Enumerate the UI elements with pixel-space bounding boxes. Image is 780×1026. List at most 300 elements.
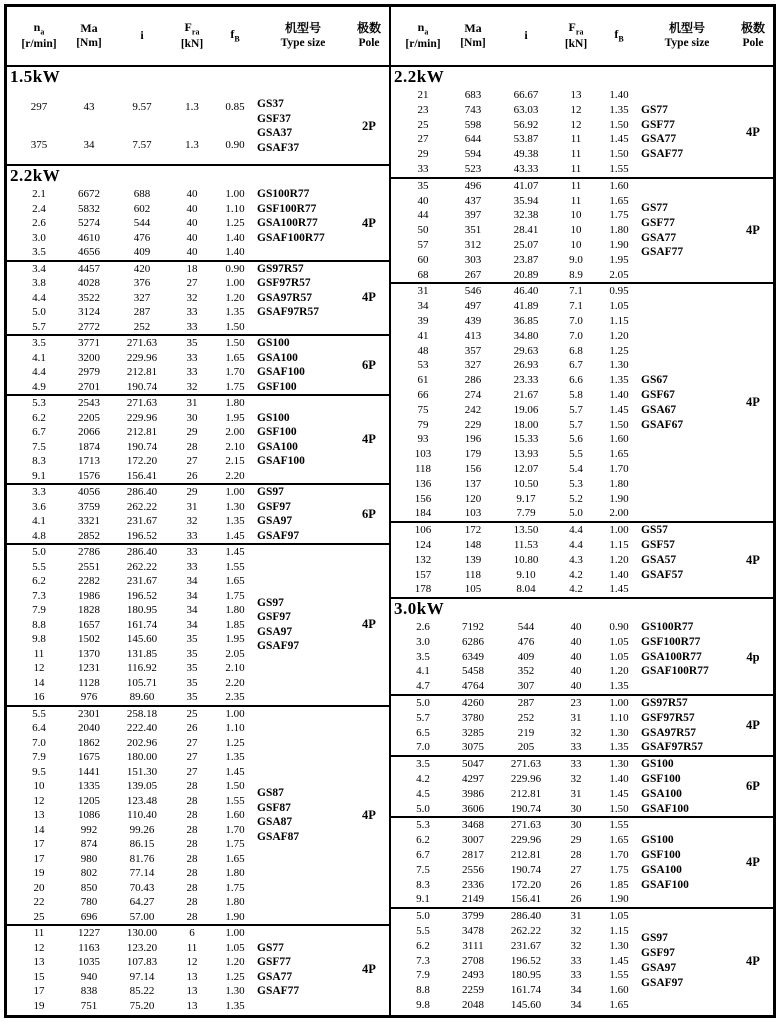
type-size-label: GSF97R57 (257, 277, 311, 289)
cell: 4764 (462, 680, 484, 693)
cell: 53.87 (513, 133, 539, 146)
cell: 258.18 (126, 707, 158, 720)
cell: 6.6 (569, 374, 583, 387)
cell: 5.0 (416, 802, 430, 815)
cell: 1.80 (225, 867, 245, 879)
cell: 40 (186, 188, 198, 200)
cell: 1713 (78, 455, 100, 467)
cell: 1.20 (609, 665, 629, 678)
type-size-label: GSAF97 (257, 529, 300, 542)
cell: 4297 (462, 773, 484, 786)
table-row (397, 740, 641, 755)
cell: 9.0 (569, 253, 583, 266)
cell: 33 (186, 529, 198, 542)
cell: 3.6 (32, 500, 46, 513)
cell: 35 (186, 662, 198, 674)
rows-area (391, 179, 641, 283)
cell: 1.55 (225, 794, 245, 807)
cell: 27 (186, 765, 198, 778)
cell: 644 (464, 133, 482, 146)
gear-block (7, 483, 389, 543)
header-cell (65, 21, 113, 52)
cell: 49.38 (513, 148, 539, 161)
cell: 2.1 (32, 188, 46, 200)
header-unit: [kN] (180, 38, 204, 51)
table-row (13, 823, 257, 838)
rows-area (391, 909, 641, 1013)
header-cell (497, 28, 555, 44)
cell: 9.17 (516, 492, 536, 505)
cell: 271.63 (126, 397, 158, 409)
cell: 1.40 (609, 89, 629, 101)
cell: 6.2 (416, 939, 430, 952)
header-unit: [r/min] (405, 38, 441, 51)
cell: 252 (133, 320, 151, 333)
type-size-column (257, 396, 349, 483)
cell: 57.00 (129, 910, 155, 923)
cell: 6672 (78, 188, 100, 200)
cell: 1.50 (609, 418, 629, 431)
cell: 6.7 (569, 359, 583, 372)
cell: 2772 (78, 320, 100, 333)
cell: 1.20 (609, 553, 629, 566)
table-row (397, 147, 641, 162)
pole-label: 4P (746, 855, 760, 870)
cell: 267 (464, 268, 482, 281)
cell: 145.60 (510, 999, 542, 1012)
cell: 1.10 (225, 202, 245, 215)
cell: 2.4 (32, 202, 46, 215)
cell: 1335 (78, 780, 100, 792)
table-row (13, 721, 257, 736)
type-size-label: GS77 (257, 941, 284, 954)
table-row (13, 411, 257, 426)
cell: 28 (186, 823, 198, 836)
cell: 496 (464, 179, 482, 192)
cell: 103 (414, 448, 432, 461)
table-row (397, 924, 641, 939)
type-size-column (641, 179, 733, 283)
cell: 12 (186, 956, 198, 968)
type-size-label: GS100R77 (641, 621, 694, 634)
cell: 3522 (78, 291, 100, 304)
cell: 3075 (462, 741, 484, 754)
cell: 3.4 (32, 262, 46, 275)
type-size-column (641, 696, 733, 755)
cell: 2543 (78, 397, 100, 409)
type-size-label: GSAF100 (257, 366, 305, 378)
type-size-label: GSAF100 (641, 878, 689, 891)
header-subscript: B (618, 34, 624, 44)
cell: 33 (186, 560, 198, 573)
cell: 2205 (78, 411, 100, 424)
table-row (397, 538, 641, 553)
table-row (397, 968, 641, 983)
power-section (391, 67, 773, 597)
cell: 4.8 (32, 529, 46, 542)
cell: 1.20 (609, 329, 629, 342)
cell: 1.55 (609, 162, 629, 175)
cell: 1.3 (185, 138, 199, 151)
header-symbol: Ma (464, 20, 482, 35)
cell: 202.96 (126, 736, 158, 749)
cell: 110.40 (127, 809, 157, 821)
cell: 34 (186, 618, 198, 631)
cell: 1.25 (225, 217, 245, 229)
cell: 7.1 (569, 285, 583, 298)
type-size-label: GSF100R77 (257, 202, 317, 215)
table-row (13, 603, 257, 618)
cell: 26 (186, 469, 198, 482)
gear-block (7, 334, 389, 394)
cell: 2.6 (416, 621, 430, 634)
cell: 3111 (462, 939, 484, 952)
cell: 205 (517, 741, 535, 754)
pole-label: 6P (362, 506, 376, 521)
cell: 6.4 (32, 722, 46, 734)
cell: 31 (417, 285, 429, 298)
table-row (397, 299, 641, 314)
cell: 35 (417, 179, 429, 192)
cell: 544 (517, 621, 535, 634)
type-size-label: GSF57 (641, 538, 675, 551)
cell: 219 (517, 726, 535, 739)
cell: 60 (417, 253, 429, 266)
cell: 27 (186, 277, 198, 289)
table-row (13, 574, 257, 589)
cell: 229.96 (126, 411, 158, 424)
table-row (13, 514, 257, 529)
cell: 1.30 (225, 985, 245, 997)
table-row (13, 765, 257, 780)
cell: 32 (186, 291, 198, 304)
table-row (13, 676, 257, 691)
cell: 35 (186, 691, 198, 703)
cell: 23 (417, 103, 429, 116)
cell: 3468 (462, 819, 484, 832)
rows-area (391, 757, 641, 816)
cell: 2551 (78, 560, 100, 573)
cell: 3.5 (416, 758, 430, 771)
cell: 48 (417, 344, 429, 357)
cell: 1.30 (609, 726, 629, 739)
table-row (13, 187, 257, 202)
header-unit: [r/min] (21, 38, 57, 51)
cell: 13 (186, 985, 198, 997)
cell: 6 (189, 927, 195, 939)
header-symbol: i (524, 28, 528, 43)
type-size-column (641, 909, 733, 1013)
cell: 4.9 (32, 380, 46, 393)
cell: 1.60 (609, 984, 629, 997)
cell: 26 (570, 893, 582, 906)
cell: 351 (464, 224, 482, 237)
cell: 1086 (78, 809, 100, 821)
cell: 27 (417, 133, 429, 146)
cell: 5.5 (416, 925, 430, 938)
cell: 75.20 (129, 999, 155, 1012)
table-row (13, 440, 257, 455)
cell: 2282 (78, 575, 100, 587)
cell: 2852 (78, 529, 100, 542)
cell: 9.57 (132, 100, 152, 113)
table-header (391, 7, 773, 67)
cell: 34 (186, 589, 198, 602)
cell: 21.67 (513, 388, 539, 401)
cell: 1.75 (225, 589, 245, 602)
cell: 172 (464, 524, 482, 537)
cell: 940 (80, 970, 98, 983)
cell: 8.04 (516, 583, 536, 596)
table-row (13, 984, 257, 999)
cell: 1.85 (225, 618, 245, 631)
table-row (13, 794, 257, 809)
type-size-label: GSF100 (641, 773, 681, 786)
cell: 30 (570, 819, 582, 832)
cell: 262.22 (126, 500, 158, 513)
cell: 172.20 (510, 878, 542, 891)
cell: 312 (464, 238, 482, 251)
cell: 39 (417, 314, 429, 327)
rows-area (7, 396, 257, 483)
type-size-label: GSA97 (641, 962, 677, 975)
cell: 50 (417, 224, 429, 237)
cell: 180.95 (126, 604, 158, 616)
cell: 156.41 (510, 893, 542, 906)
power-section (391, 597, 773, 1013)
cell: 252 (517, 711, 535, 724)
pole-label: 4P (362, 617, 376, 632)
cell: 145.60 (126, 633, 158, 645)
cell: 18 (186, 262, 198, 275)
table-row (397, 194, 641, 209)
cell: 190.74 (510, 802, 542, 815)
cell: 2259 (462, 984, 484, 997)
cell: 212.81 (510, 787, 542, 800)
pole-label: 4P (362, 962, 376, 976)
cell: 5.7 (569, 403, 583, 416)
type-size-column (641, 523, 733, 597)
cell: 476 (133, 231, 151, 244)
cell: 1.00 (609, 697, 629, 710)
cell: 20 (33, 881, 45, 894)
header-symbol: $F_{ra}$ (568, 19, 584, 37)
type-size-label: GSAF100 (641, 802, 689, 815)
cell: 1.55 (225, 560, 245, 573)
table-row (13, 276, 257, 291)
table-row (397, 208, 641, 223)
cell: 28 (186, 867, 198, 879)
header-cell (397, 20, 449, 53)
cell: 13.50 (513, 524, 539, 537)
type-size-label: GSA100R77 (641, 650, 702, 663)
cell: 19 (33, 867, 45, 879)
rows-area (7, 187, 257, 260)
header-symbol: Ma (80, 20, 98, 35)
type-size-label: GS100 (641, 834, 674, 847)
cell: 57 (417, 238, 429, 251)
cell: 231.67 (126, 515, 158, 527)
cell: 23.33 (513, 374, 539, 387)
table-row (13, 736, 257, 751)
cell: 12 (33, 794, 45, 807)
cell: 6349 (462, 650, 484, 663)
type-size-label: GSA100 (641, 787, 682, 800)
type-size-column (641, 284, 733, 521)
cell: 93 (417, 433, 429, 446)
cell: 1370 (78, 647, 100, 660)
type-size-label: GSA77 (641, 231, 677, 244)
type-size-label: GS97R57 (641, 697, 688, 710)
table-row (13, 396, 257, 411)
cell: 1.50 (609, 148, 629, 161)
cell: 118 (464, 568, 482, 581)
type-size-label: GSAF100R77 (641, 665, 709, 678)
cell: 105.71 (126, 676, 158, 689)
cell: 409 (517, 650, 535, 663)
type-size-label: GSAF77 (257, 985, 300, 997)
cell: 1.50 (225, 320, 245, 333)
cell: 1.00 (609, 524, 629, 537)
cell: 11 (570, 148, 582, 161)
cell: 4028 (78, 277, 100, 289)
type-size-column (641, 818, 733, 907)
power-section (7, 164, 389, 1013)
cell: 1.00 (225, 927, 245, 939)
cell: 35 (186, 647, 198, 660)
cell: 16 (33, 691, 45, 703)
cell: 1.80 (609, 477, 629, 490)
table-row (13, 926, 257, 941)
cell: 64.27 (129, 896, 155, 908)
cell: 20.89 (513, 268, 539, 281)
type-size-label: GS97 (641, 932, 668, 945)
type-size-label: GSA97 (257, 515, 293, 527)
cell: 242 (464, 403, 482, 416)
table-row (13, 910, 257, 925)
table-row (397, 696, 641, 711)
type-size-label: GSA77 (257, 970, 293, 983)
cell: 5.0 (32, 306, 46, 318)
cell: 5.8 (569, 388, 583, 401)
cell: 397 (464, 209, 482, 222)
cell: 196 (464, 433, 482, 446)
type-size-label: GSF100 (641, 849, 681, 862)
cell: 3771 (78, 337, 100, 349)
cell: 992 (80, 823, 98, 836)
cell: 131.85 (126, 647, 158, 660)
type-size-column (257, 88, 349, 164)
header-unit: [Nm] (76, 37, 102, 50)
cell: 1.20 (225, 956, 245, 968)
cell: 1.70 (225, 366, 245, 378)
type-size-label: GSF97 (257, 611, 291, 624)
gear-block (391, 620, 773, 694)
cell: 19 (33, 999, 45, 1012)
cell: 212.81 (126, 426, 158, 438)
table-row (397, 954, 641, 969)
cell: 4.4 (569, 524, 583, 537)
type-size-label: GSA67 (641, 403, 677, 416)
table-row (13, 485, 257, 500)
header-subscript: a (40, 27, 45, 37)
cell: 13.93 (513, 448, 539, 461)
cell: 3759 (78, 500, 100, 513)
cell: 151.30 (126, 765, 158, 778)
cell: 409 (133, 246, 151, 258)
rows-area (391, 818, 641, 907)
table-row (13, 365, 257, 380)
cell: 28 (186, 852, 198, 865)
table-header (7, 7, 389, 67)
cell: 1.45 (609, 133, 629, 146)
cell: 32 (570, 939, 582, 952)
cell: 1.25 (225, 736, 245, 749)
type-size-label: GSA100R77 (257, 217, 318, 229)
cell: 3.0 (416, 635, 430, 648)
cell: 31 (570, 910, 582, 923)
cell: 77.14 (129, 867, 155, 879)
cell: 56.92 (513, 118, 539, 131)
cell: 1.40 (225, 231, 245, 244)
type-size-label: GS100R77 (257, 188, 310, 200)
cell: 11 (33, 647, 45, 660)
cell: 1.75 (225, 881, 245, 894)
cell: 10 (570, 224, 582, 237)
cell: 34 (83, 138, 95, 151)
header-cell (349, 21, 389, 52)
header-symbol: $f_B$ (230, 27, 240, 44)
rows-area (391, 88, 641, 177)
table-row (13, 881, 257, 896)
cell: 1.50 (609, 802, 629, 815)
pole-label: 4P (362, 215, 376, 230)
table-row (13, 454, 257, 469)
header-unit: [Nm] (460, 37, 486, 50)
cell: 5.0 (569, 507, 583, 520)
cell: 287 (133, 306, 151, 318)
cell: 36.85 (513, 314, 539, 327)
rows-area (7, 926, 257, 1013)
table-row (397, 238, 641, 253)
cell: 32 (186, 515, 198, 527)
cell: 4656 (78, 246, 100, 258)
cell: 3.3 (32, 486, 46, 498)
type-size-label: GS77 (641, 201, 668, 214)
type-size-label: GSF37 (257, 112, 291, 125)
type-size-label: GS100 (257, 411, 290, 424)
table-row (397, 447, 641, 462)
cell: 271.63 (126, 337, 158, 349)
type-size-column (257, 262, 349, 335)
table-row (13, 202, 257, 217)
cell: 97.14 (129, 970, 155, 983)
table-row (13, 231, 257, 246)
cell: 1.90 (609, 238, 629, 251)
header-symbol: i (140, 28, 144, 43)
cell: 1.80 (609, 224, 629, 237)
cell: 17 (33, 852, 45, 865)
table-row (397, 179, 641, 194)
cell: 21 (417, 89, 429, 101)
cell: 1.00 (225, 707, 245, 720)
table-row (397, 103, 641, 118)
cell: 12 (33, 662, 45, 674)
cell: 28 (186, 910, 198, 923)
cell: 1.15 (609, 538, 629, 551)
cell: 1.15 (609, 925, 629, 938)
cell: 7.9 (416, 969, 430, 982)
